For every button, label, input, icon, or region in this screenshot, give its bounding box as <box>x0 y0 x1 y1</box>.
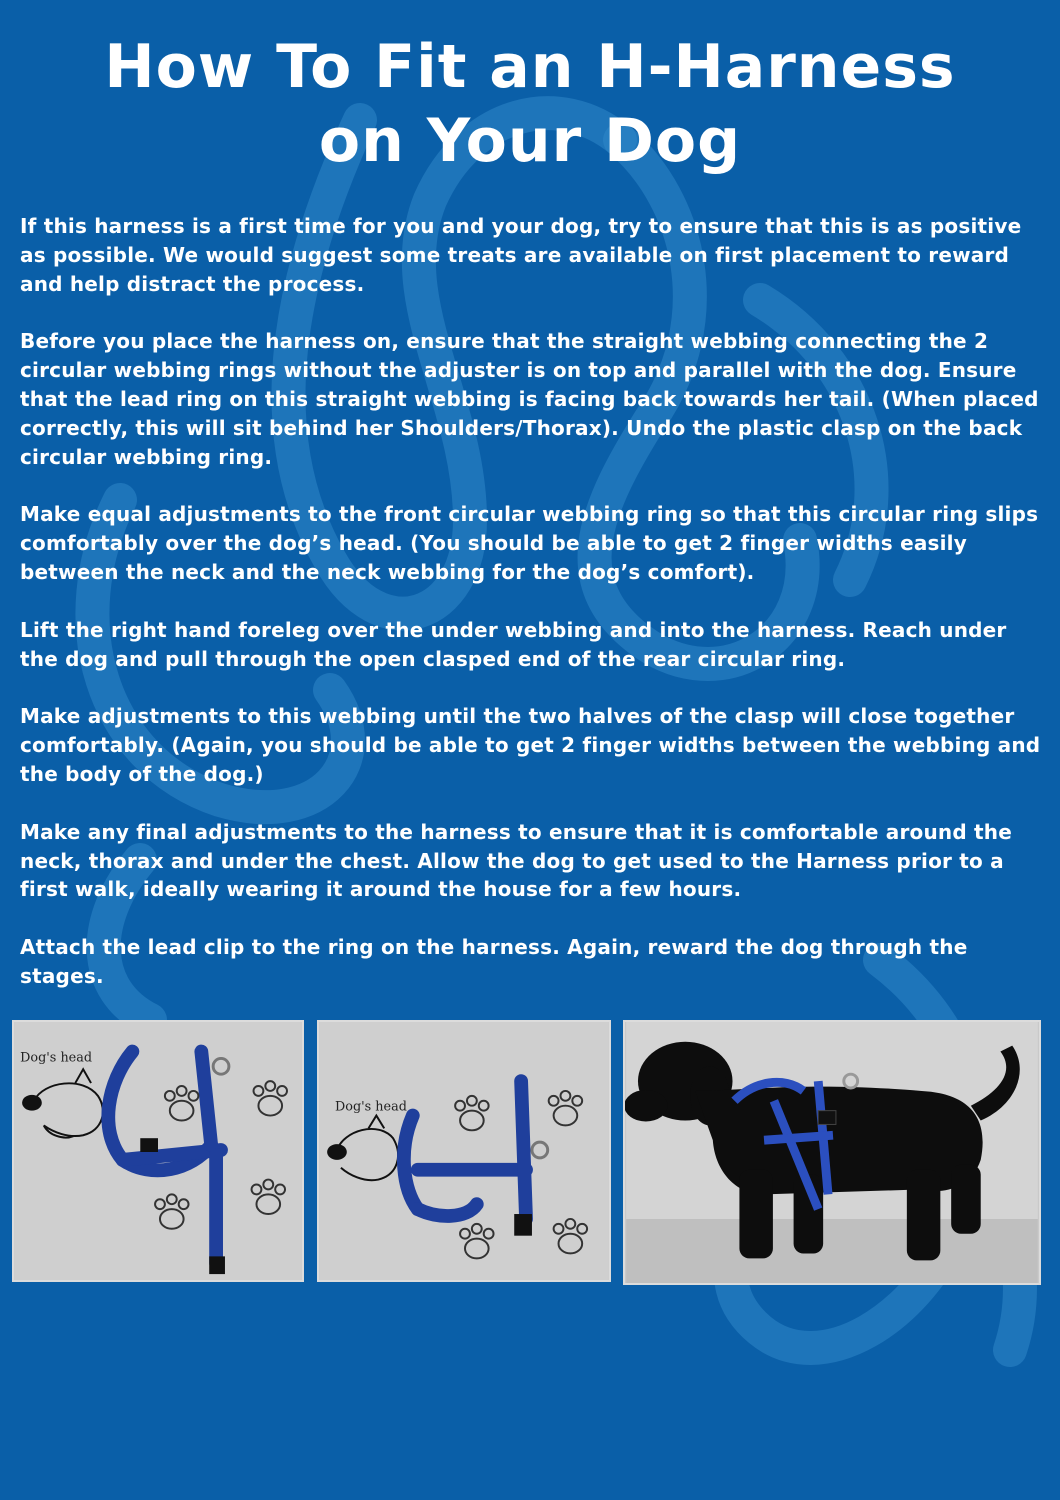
instruction-paragraph: Make adjustments to this webbing until the two halves of the clasp will close together comfortably. (Again, you should be able to get 2 finger widths between the webbing and the body of the dog.) <box>20 704 1041 786</box>
photo-dog-wearing-harness <box>623 1020 1041 1285</box>
dog-wearing-harness-illustration <box>625 1022 1039 1283</box>
page-title <box>0 30 1060 178</box>
title-line-1: How To Fit an H-Harness <box>104 32 956 102</box>
photo-harness-positioned <box>317 1020 611 1282</box>
clasp-icon <box>140 1138 158 1152</box>
harness-positioned-illustration <box>319 1022 609 1280</box>
instructions-body <box>20 212 1045 1020</box>
photo-harness-flat <box>12 1020 304 1282</box>
dog-nose-icon <box>327 1144 347 1160</box>
dogs-head-label: Dog's head <box>335 1099 407 1115</box>
harness-flat-illustration <box>14 1022 302 1280</box>
instruction-paragraph: Make any final adjustments to the harness to ensure that it is comfortable around the neck, thorax and under the chest. Allow the dog to get used to the Harness prior to a first walk, ideally wearing it around the house for a few hours. <box>20 819 1012 902</box>
clasp-icon <box>514 1214 532 1236</box>
instruction-paragraph: Make equal adjustments to the front circular webbing ring so that this circular ring slips comfortably over the dog’s head. (You should be able to get 2 finger widths easily between the neck and the neck webbing for the dog’s comfort). <box>20 502 1039 584</box>
title-line-2: on Your Dog <box>318 106 742 176</box>
instruction-paragraph: Lift the right hand foreleg over the under webbing and into the harness. Reach under the dog and pull through the open clasped end of the rear circular ring. <box>20 617 1007 671</box>
dogs-head-label: Dog's head <box>20 1050 93 1066</box>
instruction-paragraph: Before you place the harness on, ensure that the straight webbing connecting the 2 circular webbing rings without the adjuster is on top and parallel with the dog. Ensure that the lead ring on this straight webbing is facing back towards her tail. (When placed correctly, this will sit behind her Shoulders/Thorax). Undo the plastic clasp on the back circular webbing ring. <box>20 329 1039 469</box>
clasp-icon <box>818 1111 836 1125</box>
instruction-paragraph: If this harness is a first time for you and your dog, try to ensure that this is as positive as possible. We would suggest some treats are available on first placement to reward and help distract the process. <box>20 214 1022 296</box>
clasp-icon <box>209 1256 225 1274</box>
instruction-paragraph: Attach the lead clip to the ring on the harness. Again, reward the dog through the stages. <box>20 935 968 988</box>
dog-nose-icon <box>22 1095 42 1111</box>
